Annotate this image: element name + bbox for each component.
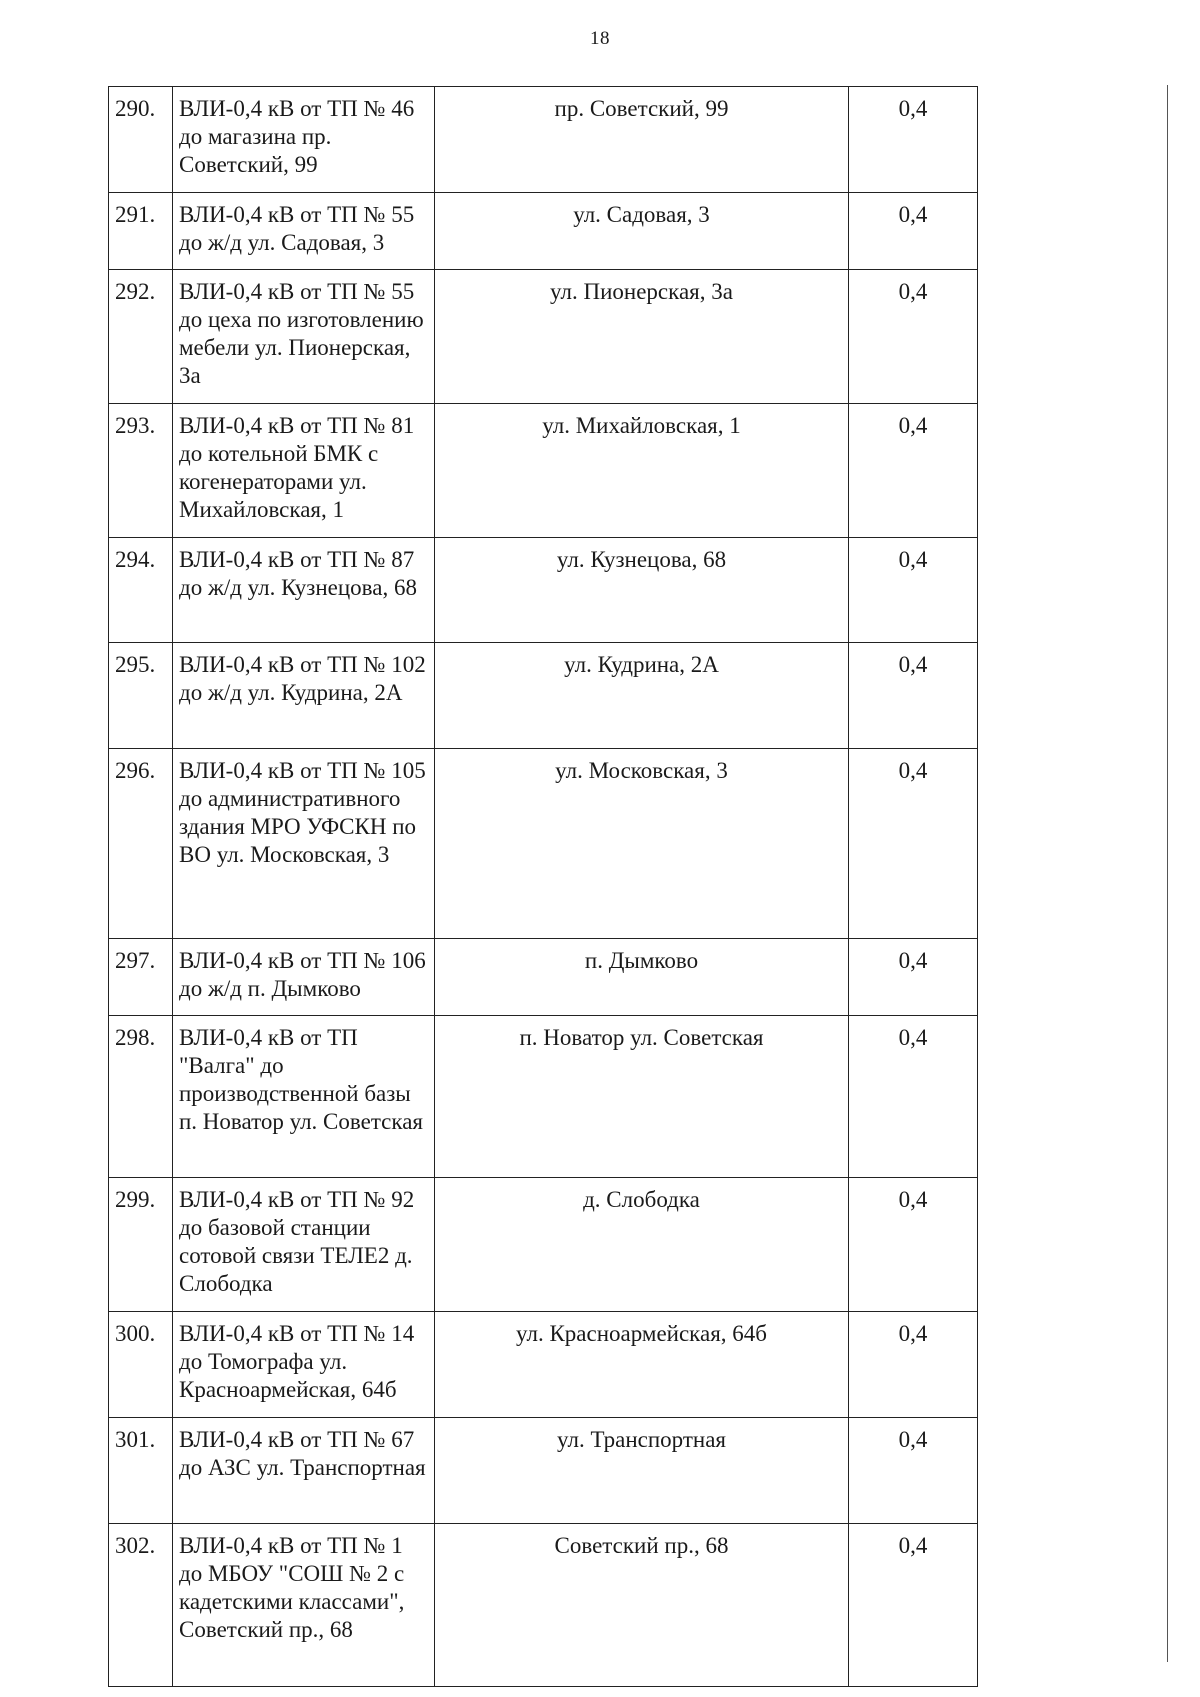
voltage: 0,4	[849, 643, 978, 749]
address: Советский пр., 68	[435, 1524, 849, 1687]
row-number: 291.	[109, 193, 173, 270]
voltage: 0,4	[849, 1016, 978, 1178]
line-name: ВЛИ-0,4 кВ от ТП № 14 до Томографа ул. Красноармейская, 64б	[173, 1312, 435, 1418]
line-name: ВЛИ-0,4 кВ от ТП № 55 до цеха по изготовлению мебели ул. Пионерская, 3а	[173, 270, 435, 404]
voltage: 0,4	[849, 193, 978, 270]
table-row	[109, 1312, 978, 1418]
row-number: 297.	[109, 939, 173, 1016]
table-row	[109, 404, 978, 538]
row-number: 296.	[109, 749, 173, 939]
line-name: ВЛИ-0,4 кВ от ТП № 87 до ж/д ул. Кузнецова, 68	[173, 538, 435, 643]
voltage: 0,4	[849, 404, 978, 538]
row-number: 299.	[109, 1178, 173, 1312]
row-number: 294.	[109, 538, 173, 643]
address: ул. Кудрина, 2А	[435, 643, 849, 749]
table-row	[109, 1178, 978, 1312]
row-number: 292.	[109, 270, 173, 404]
row-number: 290.	[109, 87, 173, 193]
row-number: 301.	[109, 1418, 173, 1524]
address: д. Слободка	[435, 1178, 849, 1312]
right-margin-line	[1167, 85, 1168, 1662]
voltage: 0,4	[849, 1312, 978, 1418]
voltage: 0,4	[849, 270, 978, 404]
voltage: 0,4	[849, 1418, 978, 1524]
line-name: ВЛИ-0,4 кВ от ТП № 106 до ж/д п. Дымково	[173, 939, 435, 1016]
line-name: ВЛИ-0,4 кВ от ТП № 102 до ж/д ул. Кудрина, 2А	[173, 643, 435, 749]
address: ул. Садовая, 3	[435, 193, 849, 270]
voltage: 0,4	[849, 749, 978, 939]
line-name: ВЛИ-0,4 кВ от ТП № 81 до котельной БМК с когенераторами ул. Михайловская, 1	[173, 404, 435, 538]
voltage: 0,4	[849, 939, 978, 1016]
line-name: ВЛИ-0,4 кВ от ТП № 92 до базовой станции сотовой связи ТЕЛЕ2 д. Слободка	[173, 1178, 435, 1312]
line-name: ВЛИ-0,4 кВ от ТП № 55 до ж/д ул. Садовая, 3	[173, 193, 435, 270]
address: ул. Михайловская, 1	[435, 404, 849, 538]
address: п. Новатор ул. Советская	[435, 1016, 849, 1178]
table-row	[109, 270, 978, 404]
address: ул. Красноармейская, 64б	[435, 1312, 849, 1418]
table-row	[109, 87, 978, 193]
table-row	[109, 1016, 978, 1178]
voltage: 0,4	[849, 538, 978, 643]
table-row	[109, 193, 978, 270]
address: ул. Кузнецова, 68	[435, 538, 849, 643]
address: пр. Советский, 99	[435, 87, 849, 193]
registry-table	[108, 86, 978, 1687]
line-name: ВЛИ-0,4 кВ от ТП № 1 до МБОУ "СОШ № 2 с кадетскими классами", Советский пр., 68	[173, 1524, 435, 1687]
row-number: 295.	[109, 643, 173, 749]
table-row	[109, 643, 978, 749]
address: ул. Транспортная	[435, 1418, 849, 1524]
table-row	[109, 1524, 978, 1687]
line-name: ВЛИ-0,4 кВ от ТП № 67 до АЗС ул. Транспортная	[173, 1418, 435, 1524]
table-row	[109, 749, 978, 939]
address: ул. Московская, 3	[435, 749, 849, 939]
voltage: 0,4	[849, 87, 978, 193]
address: п. Дымково	[435, 939, 849, 1016]
voltage: 0,4	[849, 1178, 978, 1312]
line-name: ВЛИ-0,4 кВ от ТП № 105 до административного здания МРО УФСКН по ВО ул. Московская, 3	[173, 749, 435, 939]
row-number: 293.	[109, 404, 173, 538]
row-number: 302.	[109, 1524, 173, 1687]
page-number: 18	[590, 28, 610, 49]
row-number: 300.	[109, 1312, 173, 1418]
row-number: 298.	[109, 1016, 173, 1178]
table-row	[109, 538, 978, 643]
address: ул. Пионерская, 3а	[435, 270, 849, 404]
table-row	[109, 1418, 978, 1524]
table-row	[109, 939, 978, 1016]
line-name: ВЛИ-0,4 кВ от ТП "Валга" до производственной базы п. Новатор ул. Советская	[173, 1016, 435, 1178]
voltage: 0,4	[849, 1524, 978, 1687]
line-name: ВЛИ-0,4 кВ от ТП № 46 до магазина пр. Советский, 99	[173, 87, 435, 193]
